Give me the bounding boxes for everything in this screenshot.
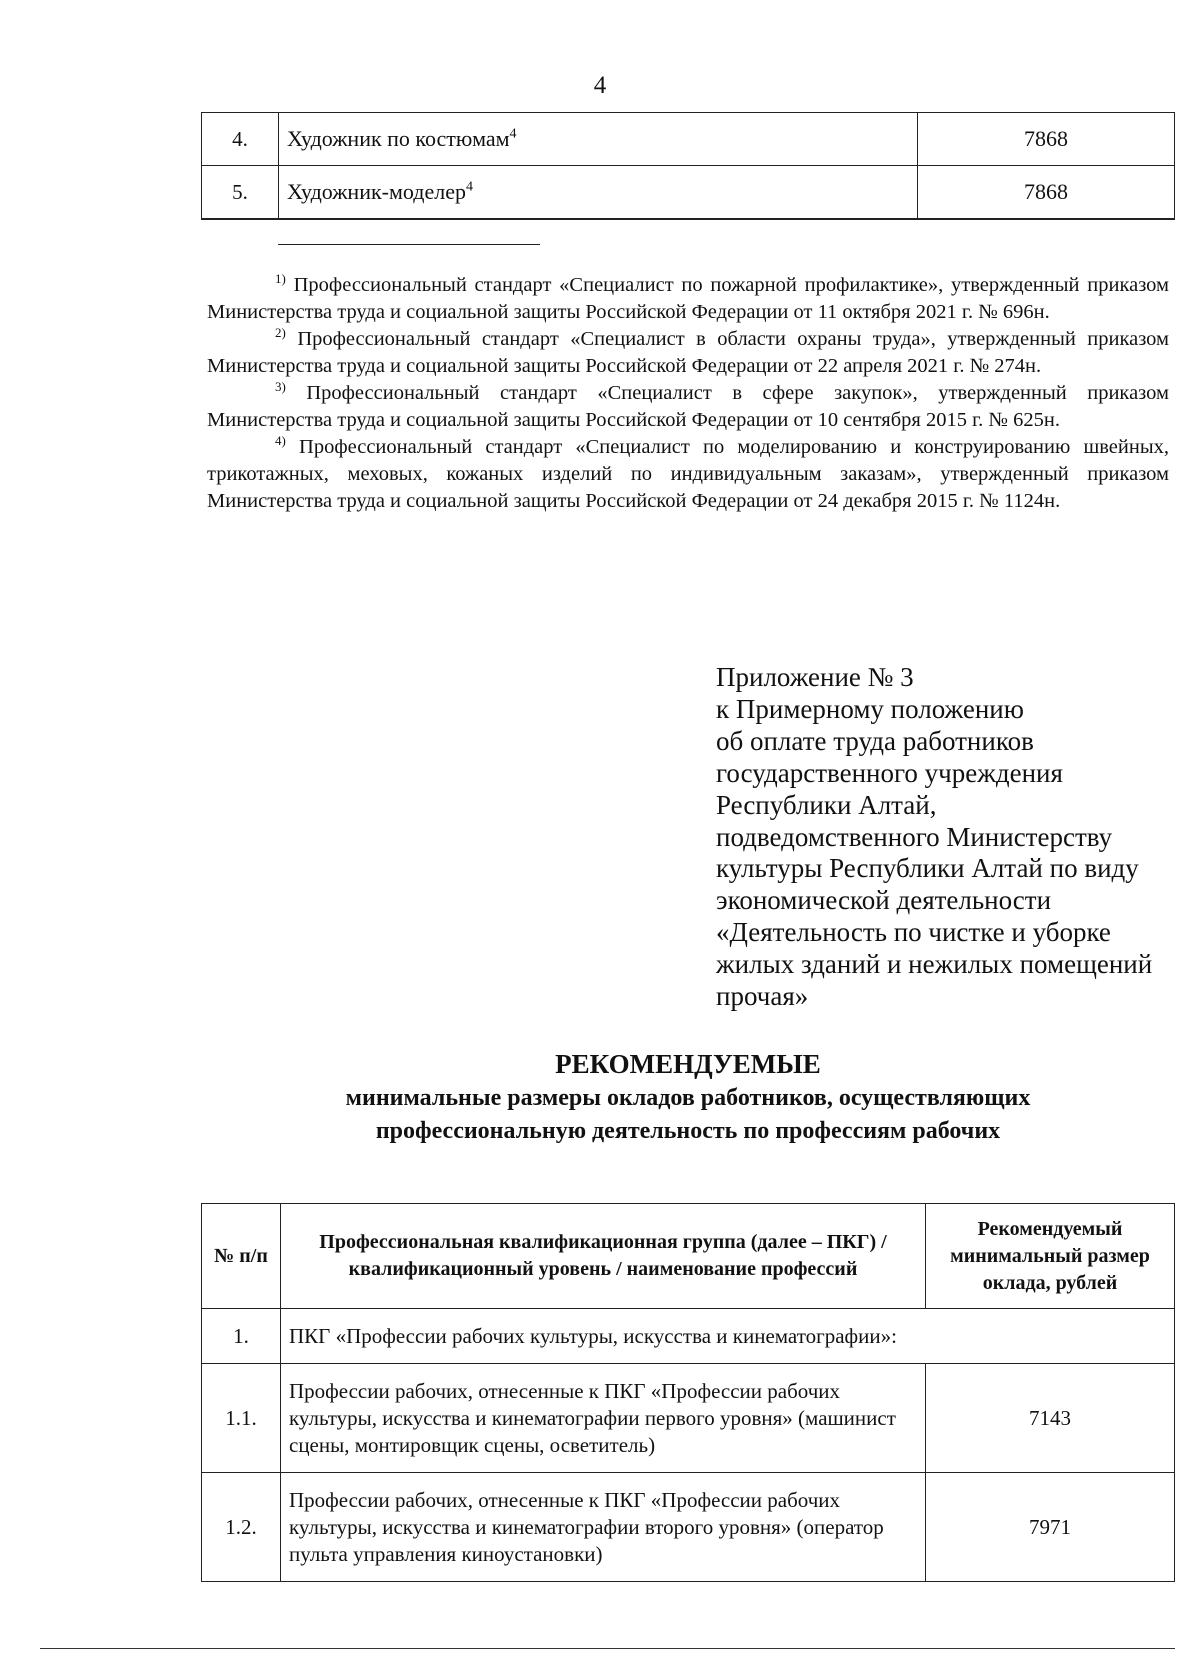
page-number: 4 [593,72,607,99]
salary-value: 7971 [926,1473,1175,1582]
title-main: РЕКОМЕНДУЕМЫЕ [555,1049,821,1079]
appendix-line: прочая» [716,981,809,1012]
appendix-line: экономической деятельности [716,885,1052,916]
group-title: ПКГ «Профессии рабочих культуры, искусства и кинематографии»: [281,1309,1175,1364]
footnote-text: Профессиональный стандарт «Специалист в сфере закупок», утвержденный приказом Министерства труда и социальной защиты Российской Федерации от 10 сентября 2015 г. № 625н. [207,382,1169,431]
footnote-mark: 3) [275,379,286,395]
appendix-line: об оплате труда работников [716,725,1034,756]
footnote-text: Профессиональный стандарт «Специалист в области охраны труда», утвержденный приказом Министерства труда и социальной защиты Российской Федерации от 22 апреля 2021 г. № 274н. [207,328,1170,377]
main-salary-table [201,1203,1175,1582]
header-value: Рекомендуемый минимальный размер оклада, рублей [926,1204,1175,1309]
footnote-ref: 4 [465,179,473,195]
salary-value: 7143 [926,1364,1175,1473]
footnote-divider [278,244,540,245]
row-number: 1.2. [202,1473,281,1582]
table-group-row [202,1309,1175,1364]
row-number: 1. [202,1309,281,1364]
header-number: № п/п [202,1204,281,1309]
header-name: Профессиональная квалификационная группа (далее – ПКГ) / квалификационный уровень / наименование профессий [281,1204,926,1309]
footnote-ref: 4 [509,126,517,142]
appendix-line: Республики Алтай, [716,789,937,820]
profession-name [279,113,918,166]
table-row [202,113,1175,166]
appendix-line: государственного учреждения [716,757,1063,788]
footnote-text: Профессиональный стандарт «Специалист по моделированию и конструированию швейных, трикотажных, меховых, кожаных изделий по индивидуальным заказам», утвержденный приказом Министерства труда и социальной защиты Российской Федерации от 24 декабря 2015 г. № 1124н. [207,436,1170,512]
document-title [200,1046,1176,1148]
profession-label: Художник-моделер [287,179,466,204]
footnote-mark: 1) [275,271,286,287]
appendix-line: культуры Республики Алтай по виду [716,853,1139,884]
footnotes [207,272,1169,515]
title-subline: минимальные размеры окладов работников, осуществляющих [345,1085,1031,1111]
footnote [207,380,1169,434]
title-subline: профессиональную деятельность по профессиям рабочих [375,1118,1001,1144]
appendix-line: Приложение № 3 [716,662,914,692]
salary-value: 7868 [918,166,1175,220]
page-bottom-rule [40,1648,1175,1649]
appendix-line: жилых зданий и нежилых помещений [716,949,1153,980]
footnote [207,326,1169,380]
table-row [202,1364,1175,1473]
row-number: 5. [202,166,279,220]
appendix-line: к Примерному положению [716,693,1024,724]
table-row [202,1473,1175,1582]
top-salary-table [201,112,1175,220]
appendix-header [716,662,1176,1013]
table-header-row [202,1204,1175,1309]
row-description: Профессии рабочих, отнесенные к ПКГ «Профессии рабочих культуры, искусства и кинематографии первого уровня» (машинист сцены, монтировщик сцены, осветитель) [281,1364,926,1473]
footnote-mark: 2) [275,325,286,341]
profession-name [279,166,918,220]
footnote [207,272,1169,326]
salary-value: 7868 [918,113,1175,166]
footnote-mark: 4) [275,433,286,449]
profession-label: Художник по костюмам [287,126,510,151]
row-number: 4. [202,113,279,166]
row-description: Профессии рабочих, отнесенные к ПКГ «Профессии рабочих культуры, искусства и кинематографии второго уровня» (оператор пульта управления киноустановки) [281,1473,926,1582]
table-row [202,166,1175,220]
appendix-line: «Деятельность по чистке и уборке [716,917,1111,948]
footnote [207,434,1169,515]
footnote-text: Профессиональный стандарт «Специалист по пожарной профилактике», утвержденный приказом Министерства труда и социальной защиты Российской Федерации от 11 октября 2021 г. № 696н. [207,274,1170,323]
appendix-line: подведомственного Министерству [716,821,1113,852]
row-number: 1.1. [202,1364,281,1473]
